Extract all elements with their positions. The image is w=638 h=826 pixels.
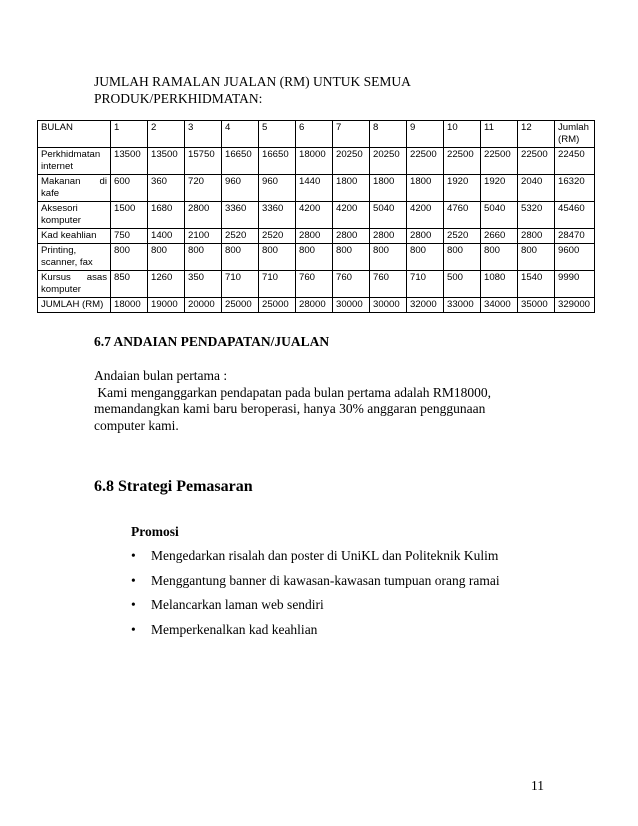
table-cell: 1800 [407,175,444,202]
heading-line-2: PRODUK/PERKHIDMATAN: [94,91,263,106]
table-cell: 22500 [481,148,518,175]
list-item-text: Melancarkan laman web sendiri [151,597,324,612]
table-cell: 2520 [259,229,296,244]
table-cell: 45460 [555,202,595,229]
table-cell: 1080 [481,271,518,298]
heading-line-1: JUMLAH RAMALAN JUALAN (RM) UNTUK SEMUA [94,74,411,89]
table-cell: 16650 [259,148,296,175]
table-cell: 720 [185,175,222,202]
table-cell: 20250 [370,148,407,175]
list-item-text: Menggantung banner di kawasan-kawasan tumpuan orang ramai [151,572,500,588]
table-cell: 710 [259,271,296,298]
table-row [38,148,595,175]
table-cell: 30000 [370,298,407,313]
table-cell: 5320 [518,202,555,229]
table-cell: 4 [222,121,259,148]
table-cell: 32000 [407,298,444,313]
table-row [38,229,595,244]
table-cell: 22450 [555,148,595,175]
table-cell: 850 [111,271,148,298]
bullet-icon: • [131,548,136,563]
table-cell: 760 [296,271,333,298]
table-cell: 8 [370,121,407,148]
table-cell: 2660 [481,229,518,244]
table-cell: 1800 [370,175,407,202]
table-heading [94,73,494,107]
table-cell: 2100 [185,229,222,244]
table-cell: 800 [333,244,370,271]
table-cell: 1920 [481,175,518,202]
row-label-cell: Kursus asas komputer [38,271,111,298]
table-cell: 35000 [518,298,555,313]
section-6-7-title: 6.7 ANDAIAN PENDAPATAN/JUALAN [94,334,330,349]
table-cell: 800 [444,244,481,271]
table-cell: 800 [148,244,185,271]
table-cell: 9 [407,121,444,148]
section-6-7-paragraph [94,368,534,434]
row-label-cell: JUMLAH (RM) [38,298,111,313]
table-cell: 2800 [518,229,555,244]
table-cell: 15750 [185,148,222,175]
assumption-text-3: computer kami. [94,417,179,433]
bullet-icon: • [131,621,136,637]
list-item [131,593,500,618]
list-item [131,569,500,594]
table-cell: 3360 [259,202,296,229]
table-cell: 5040 [481,202,518,229]
table-cell: 28470 [555,229,595,244]
assumption-text-2: memandangkan kami baru beroperasi, hanya 30% anggaran penggunaan [94,401,486,416]
table-cell: 800 [111,244,148,271]
table-cell: 800 [185,244,222,271]
row-label-cell: Kad keahlian [38,229,111,244]
table-cell: 13500 [148,148,185,175]
bullet-icon: • [131,572,136,588]
table-cell: 2520 [444,229,481,244]
table-cell: 7 [333,121,370,148]
table-cell: 10 [444,121,481,148]
assumption-text-1: Kami menganggarkan pendapatan pada bulan pertama adalah RM18000, [94,384,491,400]
table-cell: 500 [444,271,481,298]
list-item [131,618,500,643]
table-cell: 1920 [444,175,481,202]
table-cell: 1540 [518,271,555,298]
table-cell: 9990 [555,271,595,298]
table-cell: 6 [296,121,333,148]
table-cell: 4760 [444,202,481,229]
table-cell: 2800 [185,202,222,229]
row-label-cell: Printing, scanner, fax [38,244,111,271]
table-cell: 2520 [222,229,259,244]
page-number: 11 [531,778,544,793]
table-cell: 2800 [296,229,333,244]
bullet-icon: • [131,597,136,612]
table-cell: 750 [111,229,148,244]
promotion-subheading: Promosi [131,524,179,539]
table-cell: 2 [148,121,185,148]
promotion-list [131,544,500,642]
table-cell: 1440 [296,175,333,202]
table-cell: 2040 [518,175,555,202]
table-cell: 5 [259,121,296,148]
table-cell: 22500 [518,148,555,175]
table-cell: 19000 [148,298,185,313]
list-item-text: Memperkenalkan kad keahlian [151,621,318,637]
row-label-cell: Perkhidmatan internet [38,148,111,175]
sales-forecast-table [37,120,595,313]
table-cell: 25000 [222,298,259,313]
table-cell: 11 [481,121,518,148]
table-cell: 760 [370,271,407,298]
table-cell: 800 [407,244,444,271]
table-row [38,271,595,298]
table-cell: 5040 [370,202,407,229]
section-6-8-title: 6.8 Strategi Pemasaran [94,478,253,495]
row-label-cell: Aksesori komputer [38,202,111,229]
table-cell: 4200 [333,202,370,229]
table-cell: 960 [259,175,296,202]
row-label-cell: Makanan di kafe [38,175,111,202]
table-cell: 1500 [111,202,148,229]
table-row [38,175,595,202]
table-cell: 800 [222,244,259,271]
table-cell: 4200 [296,202,333,229]
table-cell: 25000 [259,298,296,313]
table-cell: 4200 [407,202,444,229]
table-cell: 2800 [407,229,444,244]
table-cell: 28000 [296,298,333,313]
table-cell: 1 [111,121,148,148]
table-cell: 760 [333,271,370,298]
table-cell: 34000 [481,298,518,313]
table-cell: 800 [481,244,518,271]
table-cell: 800 [296,244,333,271]
row-label-cell: BULAN [38,121,111,148]
table-cell: 30000 [333,298,370,313]
table-cell: 16650 [222,148,259,175]
table-cell: 710 [222,271,259,298]
table-cell: 329000 [555,298,595,313]
table-cell: 20000 [185,298,222,313]
table-cell: 1400 [148,229,185,244]
table-cell: 18000 [296,148,333,175]
table-cell: 20250 [333,148,370,175]
table-cell: 710 [407,271,444,298]
table-cell: 3360 [222,202,259,229]
table-cell: 22500 [407,148,444,175]
table-cell: 960 [222,175,259,202]
table-cell: 800 [370,244,407,271]
table-cell: 350 [185,271,222,298]
list-item [131,544,500,569]
table-cell: 600 [111,175,148,202]
list-item-text: Mengedarkan risalah dan poster di UniKL dan Politeknik Kulim [151,548,499,563]
table-cell: 1260 [148,271,185,298]
table-cell: 800 [518,244,555,271]
table-row [38,244,595,271]
table-cell: Jumlah (RM) [555,121,595,148]
table-cell: 22500 [444,148,481,175]
table-row [38,202,595,229]
assumption-label: Andaian bulan pertama : [94,368,228,383]
table-cell: 360 [148,175,185,202]
table-cell: 2800 [333,229,370,244]
table-cell: 2800 [370,229,407,244]
table-cell: 1800 [333,175,370,202]
table-cell: 3 [185,121,222,148]
table-cell: 800 [259,244,296,271]
table-row [38,298,595,313]
table-cell: 13500 [111,148,148,175]
table-cell: 33000 [444,298,481,313]
table-cell: 12 [518,121,555,148]
table-cell: 9600 [555,244,595,271]
table-cell: 18000 [111,298,148,313]
table-cell: 1680 [148,202,185,229]
table-header-row [38,121,595,148]
table-cell: 16320 [555,175,595,202]
